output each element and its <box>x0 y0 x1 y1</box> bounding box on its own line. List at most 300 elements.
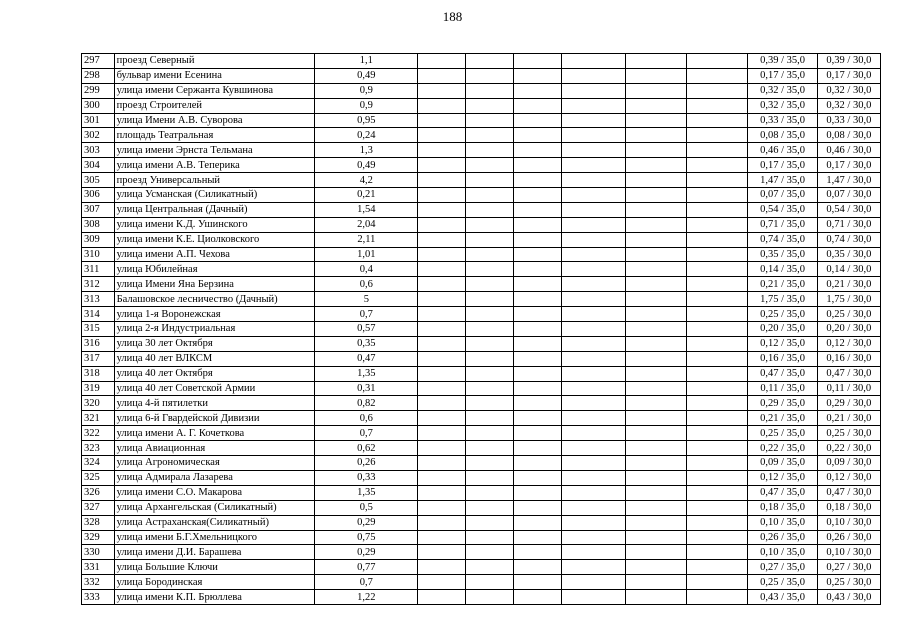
empty-cell <box>561 456 625 471</box>
value-35-cell: 0,22 / 35,0 <box>748 441 817 456</box>
street-name-cell: улица 40 лет ВЛКСМ <box>114 351 315 366</box>
value-35-cell: 0,25 / 35,0 <box>748 426 817 441</box>
table-row <box>82 232 881 247</box>
empty-cell <box>561 292 625 307</box>
row-number-cell: 324 <box>82 456 115 471</box>
value-35-cell: 0,32 / 35,0 <box>748 83 817 98</box>
empty-cell <box>514 277 562 292</box>
empty-cell <box>514 545 562 560</box>
empty-cell <box>626 188 687 203</box>
empty-cell <box>418 188 466 203</box>
row-number-cell: 312 <box>82 277 115 292</box>
empty-cell <box>514 188 562 203</box>
value-30-cell: 0,14 / 30,0 <box>817 262 880 277</box>
empty-cell <box>687 217 748 232</box>
table-row <box>82 470 881 485</box>
length-cell: 0,7 <box>315 575 418 590</box>
empty-cell <box>561 411 625 426</box>
value-30-cell: 0,21 / 30,0 <box>817 411 880 426</box>
street-name-cell: улица Усманская (Силикатный) <box>114 188 315 203</box>
empty-cell <box>626 173 687 188</box>
empty-cell <box>626 158 687 173</box>
value-30-cell: 0,25 / 30,0 <box>817 307 880 322</box>
value-30-cell: 0,29 / 30,0 <box>817 396 880 411</box>
table-row <box>82 83 881 98</box>
empty-cell <box>418 530 466 545</box>
length-cell: 0,77 <box>315 560 418 575</box>
row-number-cell: 327 <box>82 500 115 515</box>
length-cell: 2,04 <box>315 217 418 232</box>
length-cell: 0,21 <box>315 188 418 203</box>
row-number-cell: 308 <box>82 217 115 232</box>
empty-cell <box>561 485 625 500</box>
empty-cell <box>418 202 466 217</box>
value-30-cell: 0,25 / 30,0 <box>817 575 880 590</box>
table-row <box>82 307 881 322</box>
value-30-cell: 0,11 / 30,0 <box>817 381 880 396</box>
table-body <box>82 54 881 605</box>
length-cell: 0,6 <box>315 277 418 292</box>
empty-cell <box>514 456 562 471</box>
empty-cell <box>561 530 625 545</box>
row-number-cell: 311 <box>82 262 115 277</box>
empty-cell <box>687 396 748 411</box>
empty-cell <box>514 470 562 485</box>
table-row <box>82 411 881 426</box>
table-row <box>82 68 881 83</box>
value-35-cell: 0,29 / 35,0 <box>748 396 817 411</box>
empty-cell <box>514 98 562 113</box>
empty-cell <box>561 262 625 277</box>
empty-cell <box>514 336 562 351</box>
length-cell: 0,47 <box>315 351 418 366</box>
table-row <box>82 277 881 292</box>
empty-cell <box>466 485 514 500</box>
value-35-cell: 0,07 / 35,0 <box>748 188 817 203</box>
empty-cell <box>466 158 514 173</box>
row-number-cell: 297 <box>82 54 115 69</box>
empty-cell <box>561 336 625 351</box>
empty-cell <box>561 500 625 515</box>
empty-cell <box>687 262 748 277</box>
empty-cell <box>626 202 687 217</box>
empty-cell <box>561 54 625 69</box>
empty-cell <box>418 217 466 232</box>
empty-cell <box>626 247 687 262</box>
length-cell: 1,1 <box>315 54 418 69</box>
value-35-cell: 0,32 / 35,0 <box>748 98 817 113</box>
row-number-cell: 321 <box>82 411 115 426</box>
value-30-cell: 0,43 / 30,0 <box>817 590 880 605</box>
empty-cell <box>514 575 562 590</box>
empty-cell <box>418 470 466 485</box>
empty-cell <box>687 173 748 188</box>
empty-cell <box>514 381 562 396</box>
empty-cell <box>418 158 466 173</box>
empty-cell <box>626 485 687 500</box>
empty-cell <box>561 470 625 485</box>
length-cell: 0,29 <box>315 545 418 560</box>
empty-cell <box>626 307 687 322</box>
row-number-cell: 300 <box>82 98 115 113</box>
empty-cell <box>466 396 514 411</box>
row-number-cell: 299 <box>82 83 115 98</box>
value-30-cell: 0,27 / 30,0 <box>817 560 880 575</box>
empty-cell <box>514 485 562 500</box>
empty-cell <box>418 575 466 590</box>
value-30-cell: 0,47 / 30,0 <box>817 485 880 500</box>
empty-cell <box>626 441 687 456</box>
street-name-cell: площадь Театральная <box>114 128 315 143</box>
value-35-cell: 0,09 / 35,0 <box>748 456 817 471</box>
length-cell: 0,49 <box>315 68 418 83</box>
table-row <box>82 590 881 605</box>
table-row <box>82 247 881 262</box>
table-row <box>82 530 881 545</box>
empty-cell <box>687 411 748 426</box>
value-35-cell: 0,47 / 35,0 <box>748 485 817 500</box>
empty-cell <box>514 262 562 277</box>
empty-cell <box>561 515 625 530</box>
empty-cell <box>626 217 687 232</box>
value-35-cell: 0,12 / 35,0 <box>748 336 817 351</box>
empty-cell <box>687 232 748 247</box>
empty-cell <box>687 54 748 69</box>
empty-cell <box>626 128 687 143</box>
empty-cell <box>514 396 562 411</box>
empty-cell <box>466 366 514 381</box>
row-number-cell: 320 <box>82 396 115 411</box>
empty-cell <box>626 500 687 515</box>
empty-cell <box>626 336 687 351</box>
length-cell: 0,75 <box>315 530 418 545</box>
street-name-cell: улица Большие Ключи <box>114 560 315 575</box>
empty-cell <box>466 426 514 441</box>
empty-cell <box>687 366 748 381</box>
empty-cell <box>561 188 625 203</box>
empty-cell <box>418 366 466 381</box>
street-name-cell: улица имени К.Д. Ушинского <box>114 217 315 232</box>
value-35-cell: 0,21 / 35,0 <box>748 411 817 426</box>
value-30-cell: 0,32 / 30,0 <box>817 83 880 98</box>
empty-cell <box>466 336 514 351</box>
row-number-cell: 323 <box>82 441 115 456</box>
street-name-cell: улица Астраханская(Силикатный) <box>114 515 315 530</box>
table-row <box>82 292 881 307</box>
empty-cell <box>418 307 466 322</box>
empty-cell <box>626 381 687 396</box>
empty-cell <box>687 530 748 545</box>
empty-cell <box>466 292 514 307</box>
empty-cell <box>626 426 687 441</box>
empty-cell <box>687 575 748 590</box>
empty-cell <box>626 292 687 307</box>
street-name-cell: улица 6-й Гвардейской Дивизии <box>114 411 315 426</box>
empty-cell <box>626 54 687 69</box>
empty-cell <box>466 247 514 262</box>
table-row <box>82 381 881 396</box>
empty-cell <box>626 470 687 485</box>
street-name-cell: улица Архангельская (Силикатный) <box>114 500 315 515</box>
row-number-cell: 305 <box>82 173 115 188</box>
street-name-cell: улица имени Д.И. Барашева <box>114 545 315 560</box>
empty-cell <box>626 560 687 575</box>
empty-cell <box>466 232 514 247</box>
empty-cell <box>418 68 466 83</box>
street-name-cell: улица Имени А.В. Суворова <box>114 113 315 128</box>
empty-cell <box>514 217 562 232</box>
length-cell: 0,95 <box>315 113 418 128</box>
value-30-cell: 0,74 / 30,0 <box>817 232 880 247</box>
value-35-cell: 1,75 / 35,0 <box>748 292 817 307</box>
length-cell: 0,9 <box>315 83 418 98</box>
value-35-cell: 0,17 / 35,0 <box>748 158 817 173</box>
empty-cell <box>561 83 625 98</box>
value-35-cell: 0,39 / 35,0 <box>748 54 817 69</box>
table-row <box>82 54 881 69</box>
length-cell: 0,35 <box>315 336 418 351</box>
empty-cell <box>418 292 466 307</box>
empty-cell <box>466 202 514 217</box>
table-row <box>82 396 881 411</box>
value-30-cell: 0,12 / 30,0 <box>817 336 880 351</box>
row-number-cell: 331 <box>82 560 115 575</box>
empty-cell <box>466 113 514 128</box>
table-row <box>82 456 881 471</box>
street-name-cell: улица имени А. Г. Кочеткова <box>114 426 315 441</box>
empty-cell <box>466 456 514 471</box>
empty-cell <box>687 292 748 307</box>
table-row <box>82 560 881 575</box>
empty-cell <box>466 470 514 485</box>
street-name-cell: улица Бородинская <box>114 575 315 590</box>
row-number-cell: 301 <box>82 113 115 128</box>
row-number-cell: 322 <box>82 426 115 441</box>
street-name-cell: улица имени К.Е. Циолковского <box>114 232 315 247</box>
empty-cell <box>418 485 466 500</box>
table-row <box>82 322 881 337</box>
value-35-cell: 0,12 / 35,0 <box>748 470 817 485</box>
row-number-cell: 314 <box>82 307 115 322</box>
empty-cell <box>418 590 466 605</box>
row-number-cell: 319 <box>82 381 115 396</box>
empty-cell <box>514 560 562 575</box>
empty-cell <box>466 307 514 322</box>
row-number-cell: 330 <box>82 545 115 560</box>
street-name-cell: улица 1-я Воронежская <box>114 307 315 322</box>
empty-cell <box>418 83 466 98</box>
length-cell: 0,24 <box>315 128 418 143</box>
empty-cell <box>466 217 514 232</box>
street-name-cell: бульвар имени Есенина <box>114 68 315 83</box>
empty-cell <box>626 411 687 426</box>
empty-cell <box>561 307 625 322</box>
value-35-cell: 0,10 / 35,0 <box>748 545 817 560</box>
length-cell: 1,35 <box>315 485 418 500</box>
empty-cell <box>687 515 748 530</box>
empty-cell <box>626 68 687 83</box>
empty-cell <box>514 113 562 128</box>
empty-cell <box>687 202 748 217</box>
length-cell: 0,5 <box>315 500 418 515</box>
row-number-cell: 302 <box>82 128 115 143</box>
empty-cell <box>626 143 687 158</box>
row-number-cell: 304 <box>82 158 115 173</box>
empty-cell <box>626 83 687 98</box>
empty-cell <box>466 381 514 396</box>
street-name-cell: улица Авиационная <box>114 441 315 456</box>
empty-cell <box>418 262 466 277</box>
value-35-cell: 0,25 / 35,0 <box>748 307 817 322</box>
empty-cell <box>561 158 625 173</box>
empty-cell <box>687 485 748 500</box>
empty-cell <box>626 530 687 545</box>
empty-cell <box>514 500 562 515</box>
value-35-cell: 0,46 / 35,0 <box>748 143 817 158</box>
empty-cell <box>561 560 625 575</box>
value-35-cell: 0,71 / 35,0 <box>748 217 817 232</box>
empty-cell <box>466 173 514 188</box>
empty-cell <box>514 173 562 188</box>
empty-cell <box>514 322 562 337</box>
empty-cell <box>561 113 625 128</box>
empty-cell <box>418 500 466 515</box>
empty-cell <box>418 336 466 351</box>
empty-cell <box>466 515 514 530</box>
empty-cell <box>561 396 625 411</box>
empty-cell <box>626 98 687 113</box>
row-number-cell: 315 <box>82 322 115 337</box>
length-cell: 0,49 <box>315 158 418 173</box>
value-30-cell: 0,18 / 30,0 <box>817 500 880 515</box>
empty-cell <box>466 277 514 292</box>
empty-cell <box>514 441 562 456</box>
table-row <box>82 158 881 173</box>
empty-cell <box>561 590 625 605</box>
empty-cell <box>626 545 687 560</box>
empty-cell <box>687 441 748 456</box>
length-cell: 1,3 <box>315 143 418 158</box>
empty-cell <box>418 247 466 262</box>
value-35-cell: 0,33 / 35,0 <box>748 113 817 128</box>
street-name-cell: улица имени Б.Г.Хмельницкого <box>114 530 315 545</box>
empty-cell <box>466 98 514 113</box>
empty-cell <box>687 68 748 83</box>
length-cell: 0,7 <box>315 307 418 322</box>
empty-cell <box>561 143 625 158</box>
empty-cell <box>418 396 466 411</box>
street-name-cell: улица Юбилейная <box>114 262 315 277</box>
empty-cell <box>514 247 562 262</box>
value-30-cell: 0,21 / 30,0 <box>817 277 880 292</box>
row-number-cell: 332 <box>82 575 115 590</box>
value-35-cell: 0,08 / 35,0 <box>748 128 817 143</box>
empty-cell <box>626 590 687 605</box>
length-cell: 0,29 <box>315 515 418 530</box>
empty-cell <box>687 590 748 605</box>
empty-cell <box>687 143 748 158</box>
value-35-cell: 0,14 / 35,0 <box>748 262 817 277</box>
empty-cell <box>561 247 625 262</box>
empty-cell <box>561 322 625 337</box>
empty-cell <box>687 470 748 485</box>
value-30-cell: 0,16 / 30,0 <box>817 351 880 366</box>
table-row <box>82 575 881 590</box>
empty-cell <box>687 322 748 337</box>
empty-cell <box>418 277 466 292</box>
empty-cell <box>418 381 466 396</box>
empty-cell <box>514 515 562 530</box>
value-30-cell: 0,10 / 30,0 <box>817 515 880 530</box>
empty-cell <box>514 143 562 158</box>
length-cell: 2,11 <box>315 232 418 247</box>
empty-cell <box>418 515 466 530</box>
empty-cell <box>626 277 687 292</box>
empty-cell <box>466 143 514 158</box>
street-name-cell: улица имени А.П. Чехова <box>114 247 315 262</box>
table-row <box>82 173 881 188</box>
empty-cell <box>514 530 562 545</box>
empty-cell <box>514 411 562 426</box>
empty-cell <box>466 560 514 575</box>
empty-cell <box>687 128 748 143</box>
empty-cell <box>561 575 625 590</box>
row-number-cell: 316 <box>82 336 115 351</box>
empty-cell <box>514 202 562 217</box>
empty-cell <box>466 351 514 366</box>
value-30-cell: 0,71 / 30,0 <box>817 217 880 232</box>
length-cell: 0,4 <box>315 262 418 277</box>
length-cell: 0,57 <box>315 322 418 337</box>
empty-cell <box>687 381 748 396</box>
length-cell: 0,7 <box>315 426 418 441</box>
row-number-cell: 303 <box>82 143 115 158</box>
row-number-cell: 309 <box>82 232 115 247</box>
empty-cell <box>418 351 466 366</box>
street-name-cell: проезд Универсальный <box>114 173 315 188</box>
empty-cell <box>561 351 625 366</box>
empty-cell <box>418 411 466 426</box>
row-number-cell: 310 <box>82 247 115 262</box>
table-row <box>82 515 881 530</box>
table-row <box>82 98 881 113</box>
street-name-cell: проезд Строителей <box>114 98 315 113</box>
table-row <box>82 128 881 143</box>
length-cell: 0,31 <box>315 381 418 396</box>
row-number-cell: 325 <box>82 470 115 485</box>
value-30-cell: 0,26 / 30,0 <box>817 530 880 545</box>
value-35-cell: 0,16 / 35,0 <box>748 351 817 366</box>
value-30-cell: 0,22 / 30,0 <box>817 441 880 456</box>
value-35-cell: 0,11 / 35,0 <box>748 381 817 396</box>
empty-cell <box>418 173 466 188</box>
value-35-cell: 0,20 / 35,0 <box>748 322 817 337</box>
empty-cell <box>687 158 748 173</box>
empty-cell <box>514 83 562 98</box>
empty-cell <box>466 441 514 456</box>
empty-cell <box>561 545 625 560</box>
empty-cell <box>418 426 466 441</box>
street-name-cell: улица Агрономическая <box>114 456 315 471</box>
value-30-cell: 1,47 / 30,0 <box>817 173 880 188</box>
empty-cell <box>687 83 748 98</box>
length-cell: 1,22 <box>315 590 418 605</box>
empty-cell <box>626 366 687 381</box>
empty-cell <box>418 545 466 560</box>
value-35-cell: 0,35 / 35,0 <box>748 247 817 262</box>
table-row <box>82 336 881 351</box>
value-35-cell: 0,47 / 35,0 <box>748 366 817 381</box>
